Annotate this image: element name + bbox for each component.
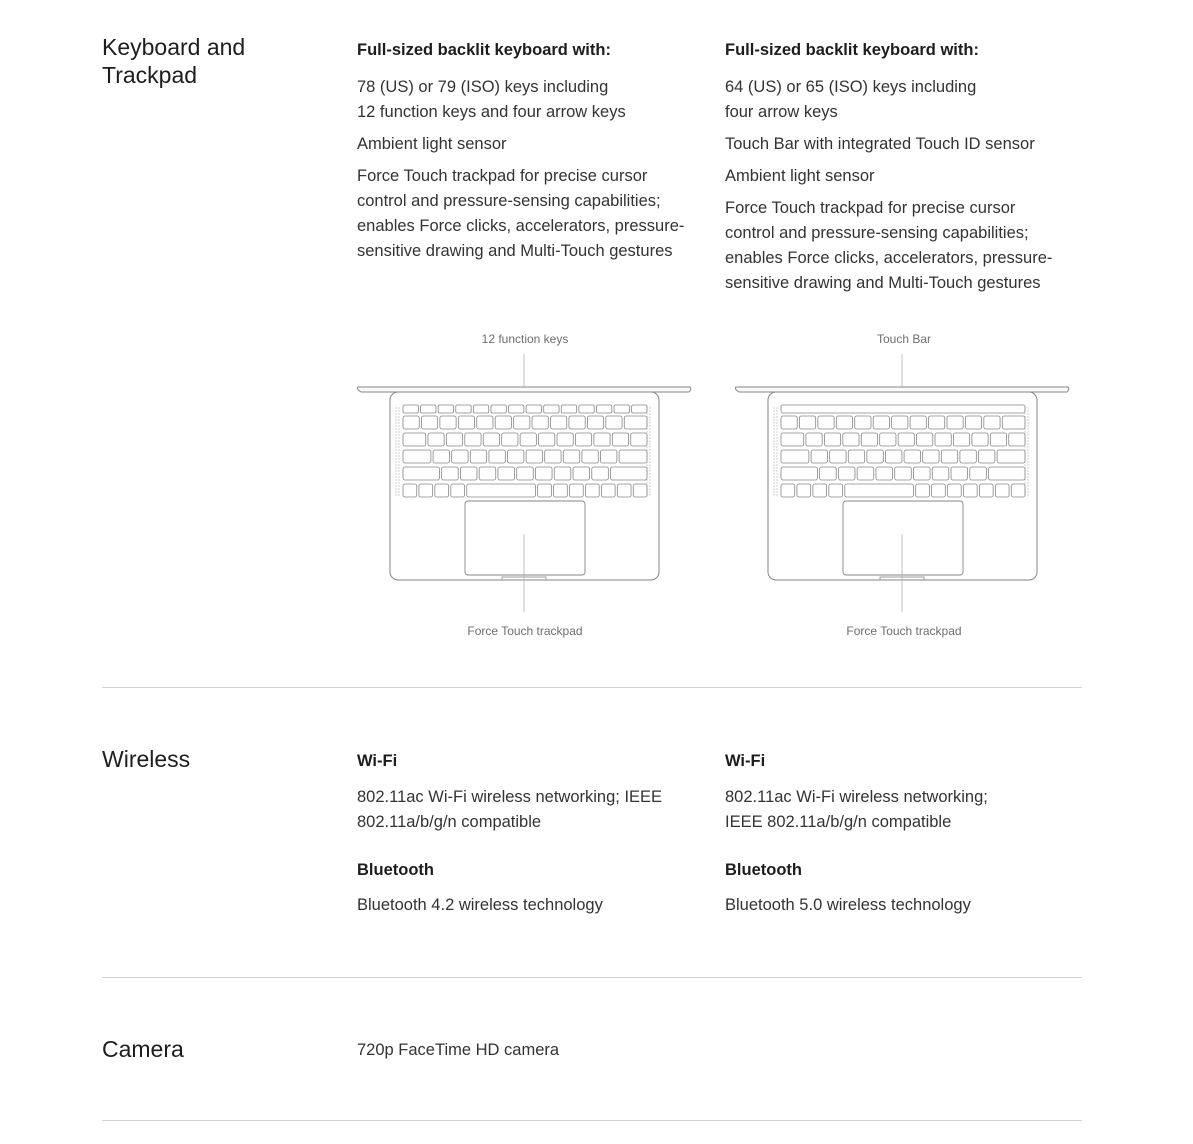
bluetooth-text: Bluetooth 5.0 wireless technology (725, 896, 971, 914)
speaker-dot (398, 449, 399, 450)
speaker-dot (776, 458, 777, 459)
speaker-dot (649, 413, 650, 414)
speaker-dot (649, 440, 650, 441)
list-item: Force Touch trackpad for precise cursor control and pressure-sensing capabilities; enables Force clicks, accelerators, pressure- sensitive drawing and Multi-Touch gestures (357, 167, 685, 260)
speaker-dot (1027, 443, 1028, 444)
keyboard-right-list (725, 75, 1085, 296)
speaker-dot (395, 476, 396, 477)
speaker-dot (649, 410, 650, 411)
speaker-dot (776, 473, 777, 474)
speaker-dot (773, 452, 774, 453)
speaker-dot (646, 431, 647, 432)
speaker-dot (649, 479, 650, 480)
keyboard-left-column (357, 39, 707, 271)
speaker-dot (649, 494, 650, 495)
speaker-dot (395, 440, 396, 441)
speaker-dot (773, 449, 774, 450)
speaker-dot (1027, 473, 1028, 474)
speaker-dot (773, 437, 774, 438)
bluetooth-heading: Bluetooth (725, 861, 802, 879)
touch-bar-caption: Touch Bar (876, 332, 932, 346)
speaker-dot (776, 491, 777, 492)
speaker-dot (773, 491, 774, 492)
speaker-dot (398, 431, 399, 432)
speaker-dot (395, 422, 396, 423)
camera-section-title: Camera (102, 1036, 184, 1062)
speaker-dot (773, 485, 774, 486)
speaker-dot (395, 494, 396, 495)
wifi-heading: Wi-Fi (725, 752, 766, 770)
speaker-dot (398, 494, 399, 495)
speaker-dot (776, 455, 777, 456)
section-divider (102, 687, 1082, 688)
laptop-lid-edge (735, 387, 1068, 392)
speaker-dot (398, 467, 399, 468)
speaker-dot (776, 410, 777, 411)
speaker-dot (649, 473, 650, 474)
speaker-dot (649, 407, 650, 408)
speaker-dot (398, 473, 399, 474)
speaker-dot (773, 479, 774, 480)
speaker-dot (649, 482, 650, 483)
speaker-dot (773, 482, 774, 483)
wireless-section-title: Wireless (102, 746, 191, 772)
speaker-dot (395, 482, 396, 483)
speaker-dot (773, 458, 774, 459)
force-touch-caption-left: Force Touch trackpad (467, 624, 583, 638)
speaker-dot (776, 422, 777, 423)
speaker-dot (1027, 449, 1028, 450)
speaker-dot (649, 425, 650, 426)
list-item: 78 (US) or 79 (ISO) keys including 12 function keys and four arrow keys (357, 78, 626, 121)
speaker-dot (398, 416, 399, 417)
speaker-dot (1024, 413, 1025, 414)
speaker-dot (1027, 488, 1028, 489)
section-divider (102, 1120, 1082, 1121)
speaker-dot (776, 416, 777, 417)
list-item: Ambient light sensor (725, 167, 875, 185)
speaker-dot (776, 494, 777, 495)
speaker-dot (776, 413, 777, 414)
speaker-dot (649, 443, 650, 444)
bluetooth-text: Bluetooth 4.2 wireless technology (357, 896, 603, 914)
speaker-dot (1027, 452, 1028, 453)
speaker-dot (776, 428, 777, 429)
speaker-dot (398, 482, 399, 483)
speaker-dot (395, 470, 396, 471)
speaker-dot (398, 425, 399, 426)
speaker-dot (773, 440, 774, 441)
speaker-dot (773, 464, 774, 465)
speaker-dot (773, 431, 774, 432)
speaker-dot (776, 461, 777, 462)
speaker-dot (773, 467, 774, 468)
laptop-right-illustration (734, 352, 1074, 614)
list-item: 64 (US) or 65 (ISO) keys including four arrow keys (725, 78, 977, 121)
speaker-dot (395, 443, 396, 444)
speaker-dot (1027, 458, 1028, 459)
speaker-dot (776, 470, 777, 471)
wifi-text: 802.11ac Wi-Fi wireless networking; IEEE 802.11a/b/g/n compatible (725, 788, 988, 831)
speaker-dot (398, 428, 399, 429)
speaker-dot (649, 422, 650, 423)
speaker-dot (776, 464, 777, 465)
speaker-dot (398, 470, 399, 471)
speaker-dot (395, 434, 396, 435)
speaker-dot (773, 455, 774, 456)
speaker-dot (1027, 407, 1028, 408)
speaker-dot (1027, 470, 1028, 471)
speaker-dot (1027, 431, 1028, 432)
keyboard-left-list (357, 75, 707, 264)
speaker-dot (395, 407, 396, 408)
keyboard-section-title: Keyboard and Trackpad (102, 34, 246, 88)
speaker-dot (649, 419, 650, 420)
speaker-dot (773, 419, 774, 420)
wifi-text: 802.11ac Wi-Fi wireless networking; IEEE 802.11a/b/g/n compatible (357, 788, 663, 831)
speaker-dot (398, 446, 399, 447)
speaker-dot (773, 488, 774, 489)
speaker-dot (398, 464, 399, 465)
speaker-dot (1027, 440, 1028, 441)
speaker-dot (1027, 455, 1028, 456)
speaker-dot (398, 458, 399, 459)
speaker-dot (776, 482, 777, 483)
speaker-dot (649, 431, 650, 432)
speaker-dot (1027, 413, 1028, 414)
speaker-dot (646, 446, 647, 447)
speaker-dot (398, 413, 399, 414)
speaker-dot (1027, 428, 1028, 429)
speaker-dot (1027, 419, 1028, 420)
speaker-dot (649, 491, 650, 492)
speaker-dot (395, 428, 396, 429)
speaker-dot (398, 434, 399, 435)
speaker-dot (773, 416, 774, 417)
speaker-dot (776, 437, 777, 438)
laptop-base (390, 392, 659, 580)
speaker-dot (398, 422, 399, 423)
speaker-dot (395, 491, 396, 492)
speaker-dot (395, 464, 396, 465)
speaker-dot (649, 458, 650, 459)
speaker-dot (1027, 482, 1028, 483)
speaker-dot (776, 488, 777, 489)
speaker-dot (649, 449, 650, 450)
bluetooth-heading: Bluetooth (357, 861, 434, 879)
speaker-dot (398, 455, 399, 456)
speaker-dot (773, 476, 774, 477)
speaker-dot (395, 446, 396, 447)
speaker-dot (1027, 476, 1028, 477)
list-item: Touch Bar with integrated Touch ID sensor (725, 135, 1035, 153)
speaker-dot (773, 422, 774, 423)
speaker-dot (649, 488, 650, 489)
speaker-dot (398, 440, 399, 441)
speaker-dot (398, 410, 399, 411)
speaker-dot (649, 476, 650, 477)
speaker-dot (773, 461, 774, 462)
speaker-dot (649, 461, 650, 462)
speaker-dot (1024, 431, 1025, 432)
speaker-dot (398, 452, 399, 453)
speaker-dot (395, 461, 396, 462)
speaker-dot (649, 437, 650, 438)
speaker-dot (398, 491, 399, 492)
speaker-dot (1027, 410, 1028, 411)
speaker-dot (1024, 482, 1025, 483)
speaker-dot (776, 467, 777, 468)
speaker-dot (773, 470, 774, 471)
speaker-dot (395, 458, 396, 459)
speaker-dot (395, 416, 396, 417)
keyboard-right-column (725, 39, 1085, 303)
speaker-dot (395, 425, 396, 426)
speaker-dot (649, 416, 650, 417)
wireless-right-column (725, 750, 1085, 918)
speaker-dot (398, 461, 399, 462)
speaker-dot (776, 407, 777, 408)
section-divider (102, 977, 1082, 978)
speaker-dot (776, 476, 777, 477)
speaker-dot (649, 446, 650, 447)
speaker-dot (1024, 464, 1025, 465)
speaker-dot (395, 473, 396, 474)
speaker-dot (649, 434, 650, 435)
speaker-dot (773, 410, 774, 411)
speaker-dot (1027, 494, 1028, 495)
speaker-dot (395, 485, 396, 486)
speaker-dot (1027, 491, 1028, 492)
speaker-dot (776, 440, 777, 441)
speaker-dot (1027, 422, 1028, 423)
camera-text: 720p FaceTime HD camera (357, 1041, 560, 1059)
speaker-dot (395, 488, 396, 489)
speaker-dot (773, 425, 774, 426)
wifi-heading: Wi-Fi (357, 752, 398, 770)
function-keys-caption: 12 function keys (481, 332, 569, 346)
speaker-dot (649, 485, 650, 486)
speaker-dot (1027, 479, 1028, 480)
speaker-dot (1024, 446, 1025, 447)
speaker-dot (646, 413, 647, 414)
speaker-dot (776, 419, 777, 420)
wireless-left-column (357, 750, 697, 918)
speaker-dot (1027, 446, 1028, 447)
speaker-dot (1027, 464, 1028, 465)
speaker-dot (395, 413, 396, 414)
speaker-dot (395, 419, 396, 420)
speaker-dot (395, 452, 396, 453)
list-item: Ambient light sensor (357, 135, 507, 153)
speaker-dot (649, 467, 650, 468)
speaker-dot (776, 452, 777, 453)
speaker-dot (776, 443, 777, 444)
speaker-dot (398, 488, 399, 489)
speaker-dot (395, 410, 396, 411)
speaker-dot (649, 464, 650, 465)
speaker-dot (395, 431, 396, 432)
speaker-dot (1027, 434, 1028, 435)
speaker-dot (773, 428, 774, 429)
speaker-dot (395, 455, 396, 456)
laptop-base (768, 392, 1037, 580)
speaker-dot (398, 443, 399, 444)
speaker-dot (776, 446, 777, 447)
speaker-dot (398, 407, 399, 408)
speaker-dot (776, 431, 777, 432)
speaker-dot (398, 485, 399, 486)
speaker-dot (776, 449, 777, 450)
speaker-dot (398, 419, 399, 420)
speaker-dot (649, 452, 650, 453)
laptop-left-illustration (356, 352, 696, 614)
laptop-lid-edge (357, 387, 690, 392)
speaker-dot (776, 434, 777, 435)
speaker-dot (773, 446, 774, 447)
speaker-dot (395, 449, 396, 450)
speaker-dot (773, 473, 774, 474)
speaker-dot (776, 485, 777, 486)
speaker-dot (1027, 437, 1028, 438)
speaker-dot (646, 482, 647, 483)
speaker-dot (649, 455, 650, 456)
speaker-dot (646, 464, 647, 465)
speaker-dot (776, 479, 777, 480)
speaker-dot (1027, 416, 1028, 417)
speaker-dot (395, 437, 396, 438)
speaker-dot (773, 494, 774, 495)
speaker-dot (773, 413, 774, 414)
list-item: Force Touch trackpad for precise cursor control and pressure-sensing capabilities; enables Force clicks, accelerators, pressure- sensitive drawing and Multi-Touch gestures (725, 199, 1053, 292)
speaker-dot (776, 425, 777, 426)
speaker-dot (1027, 425, 1028, 426)
speaker-dot (1027, 461, 1028, 462)
speaker-dot (398, 437, 399, 438)
speaker-dot (1027, 485, 1028, 486)
speaker-dot (398, 479, 399, 480)
speaker-dot (773, 407, 774, 408)
speaker-dot (1027, 467, 1028, 468)
speaker-dot (773, 434, 774, 435)
speaker-dot (649, 428, 650, 429)
speaker-dot (398, 476, 399, 477)
speaker-dot (395, 479, 396, 480)
speaker-dot (395, 467, 396, 468)
keyboard-right-heading: Full-sized backlit keyboard with: (725, 41, 979, 59)
speaker-dot (773, 443, 774, 444)
speaker-dot (649, 470, 650, 471)
keyboard-left-heading: Full-sized backlit keyboard with: (357, 41, 611, 59)
force-touch-caption-right: Force Touch trackpad (846, 624, 962, 638)
